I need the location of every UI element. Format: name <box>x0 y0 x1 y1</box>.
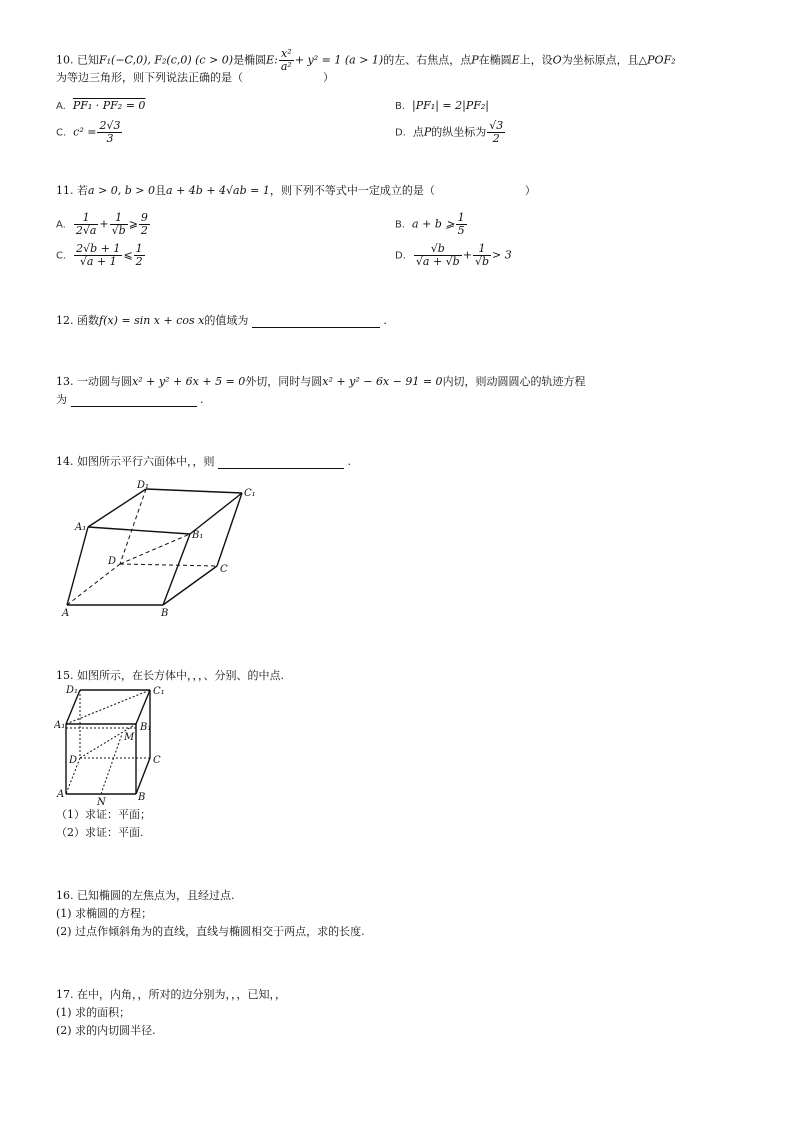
option-label: A. <box>56 101 66 112</box>
option-frac <box>414 243 462 268</box>
option-text: 点 <box>412 125 424 139</box>
option-frac <box>456 212 467 237</box>
q17-sub2: (2) 求的内切圆半径. <box>56 1024 156 1037</box>
vertex-label-c1: C₁ <box>153 686 165 697</box>
q12-number: 12. <box>56 314 74 327</box>
q15-cuboid-figure <box>54 684 174 808</box>
option-label: D. <box>395 127 406 139</box>
q14-number: 14. <box>56 455 74 468</box>
q11-option-d[interactable] <box>395 243 512 268</box>
q11-eq: a + 4b + 4√ab = 1 <box>166 184 270 197</box>
numerator: 2√b + 1 <box>76 242 121 255</box>
option-frac <box>139 212 150 237</box>
denominator: 2 <box>140 224 148 237</box>
option-op: + <box>99 217 109 231</box>
edge-da-hidden <box>67 564 120 605</box>
option-frac <box>134 243 145 268</box>
option-text: 的纵坐标为 <box>431 125 487 139</box>
q11-text: ） <box>524 184 536 197</box>
vertex-label-b1: B₁ <box>140 722 152 733</box>
q10-line1 <box>56 48 676 73</box>
vertex-label-c: C <box>153 755 161 766</box>
q17-sub1: (1) 求的面积； <box>56 1006 131 1019</box>
edge-c1c <box>217 493 242 566</box>
q10-text: 上，设 <box>519 53 553 67</box>
vertex-label-a: A <box>57 789 65 800</box>
q14-text: . <box>347 455 351 468</box>
q16-sub2: (2) 过点作倾斜角为的直线，直线与椭圆相交于两点，求的长度. <box>56 925 365 938</box>
numerator: 1 <box>74 212 99 225</box>
q16-sub1: (1) 求椭圆的方程； <box>56 907 153 920</box>
q16-text: 已知椭圆的左焦点为，且经过点. <box>77 889 235 902</box>
q10-ellipse-eq: + y² = 1 (a > 1) <box>294 53 384 67</box>
q13-answer-blank[interactable] <box>71 394 197 407</box>
diagonal-db1-hidden <box>120 534 190 564</box>
q10-text: ） <box>323 71 334 84</box>
numerator: 1 <box>135 242 143 255</box>
q14-answer-blank[interactable] <box>218 456 344 469</box>
edge-d1a1 <box>88 489 146 527</box>
q16-line <box>56 889 235 903</box>
q10-option-b[interactable] <box>395 99 489 114</box>
q17-number: 17. <box>56 988 74 1001</box>
edge-b1b <box>163 534 190 605</box>
q13-circle1: x² + y² + 6x + 5 = 0 <box>132 375 246 388</box>
option-frac <box>74 243 122 268</box>
q17-text: 在中，内角，，所对的边分别为，，，已知，， <box>77 988 286 1001</box>
option-label: B. <box>395 219 406 231</box>
q11-text: 且 <box>155 184 167 197</box>
q11-number: 11. <box>56 184 74 197</box>
option-frac <box>74 212 99 237</box>
edge-d1c1 <box>146 489 242 493</box>
option-text: P <box>423 125 432 139</box>
option-label: D. <box>395 250 406 262</box>
edge-a1b1 <box>88 527 190 534</box>
q10-text: 在椭圆 <box>478 53 512 67</box>
vertex-label-d: D <box>69 755 78 766</box>
numerator: √b <box>414 243 462 256</box>
q15-text: 如图所示，在长方体中，，，、分别、的中点. <box>77 669 284 682</box>
option-label: C. <box>56 250 67 262</box>
edge-bc <box>136 758 150 794</box>
q10-o: O <box>552 53 562 67</box>
q13-text: 内切，则动圆圆心的轨迹方程 <box>442 375 586 388</box>
q13-text: . <box>200 393 204 406</box>
vertex-label-c: C <box>220 564 228 575</box>
q10-option-a[interactable] <box>56 99 145 114</box>
q10-e: E <box>511 53 520 67</box>
q11-text: 若 <box>77 184 88 197</box>
option-label: B. <box>395 101 406 112</box>
option-text: c² = <box>73 125 97 139</box>
q11-line1 <box>56 184 536 198</box>
q12-text: 函数 <box>77 314 99 327</box>
vertex-label-b: B <box>161 608 169 618</box>
q10-ellipse-name: E: <box>266 53 278 67</box>
q15-sub1: （1）求证：平面； <box>56 808 151 821</box>
vertex-label-d: D <box>108 556 117 567</box>
q13-text: 为 <box>56 393 67 406</box>
vertex-label-b1: B₁ <box>192 530 204 541</box>
q11-text: ，则下列不等式中一定成立的是（ <box>269 184 435 197</box>
q14-parallelepiped-figure <box>56 478 270 618</box>
option-op: > 3 <box>492 248 512 262</box>
denominator: 2 <box>135 255 143 268</box>
numerator: 2√3 <box>99 119 121 132</box>
denominator: √a + 1 <box>79 255 117 268</box>
q15-sub2: （2）求证：平面. <box>56 826 144 839</box>
vertex-label-a: A <box>62 608 70 618</box>
numerator: 1 <box>473 243 491 256</box>
q12-text: 的值域为 <box>204 314 249 327</box>
option-text: |PF₁| = 2|PF₂| <box>412 99 489 112</box>
option-frac <box>110 212 128 237</box>
point-label-n: N <box>97 797 106 808</box>
q15-line <box>56 669 284 683</box>
q10-text: 是椭圆 <box>233 53 267 67</box>
denominator: 2√a <box>75 224 97 237</box>
vertex-label-c1: C₁ <box>244 488 256 499</box>
option-label: A. <box>56 219 66 231</box>
q10-text: 已知 <box>77 53 99 67</box>
q12-answer-blank[interactable] <box>252 315 380 328</box>
vertex-label-a1: A₁ <box>54 720 66 731</box>
q13-text: 一动圆与圆 <box>77 375 132 388</box>
q10-point-p: P <box>471 53 479 67</box>
vertex-label-d1: D₁ <box>66 685 79 696</box>
q14-text: 如图所示平行六面体中，，则 <box>77 455 215 468</box>
q10-option-d[interactable] <box>395 120 506 145</box>
q12-text: . <box>383 314 387 327</box>
q12-expr: f(x) = sin x + cos x <box>99 314 205 327</box>
q17-line <box>56 988 286 1002</box>
edge-dc-hidden <box>120 564 217 566</box>
denominator: 5 <box>457 224 465 237</box>
q10-triangle: POF₂ <box>647 53 676 67</box>
option-text: a + b ⩾ <box>412 217 455 231</box>
numerator: 1 <box>110 212 128 225</box>
denominator: √b <box>111 224 126 237</box>
q10-line2 <box>56 71 334 85</box>
vertex-label-b: B <box>138 792 146 803</box>
option-op: ⩽ <box>123 248 133 262</box>
edge-c1b1 <box>190 493 242 534</box>
option-op: + <box>462 248 472 262</box>
option-label: C. <box>56 127 67 139</box>
q13-number: 13. <box>56 375 74 388</box>
q10-foci: F₁(−C,0), F₂(c,0) (c > 0) <box>99 53 234 67</box>
q11-option-a[interactable] <box>56 212 151 237</box>
q10-text: 为等边三角形，则下列说法正确的是（ <box>56 71 243 84</box>
option-frac <box>487 120 505 145</box>
denominator: 2 <box>492 132 500 145</box>
vertex-label-a1: A₁ <box>75 522 87 533</box>
edge-a1a <box>67 527 88 605</box>
q13-line1 <box>56 375 586 389</box>
q10-option-c[interactable] <box>56 120 123 145</box>
q10-ellipse-frac <box>279 48 294 73</box>
point-label-m: M <box>124 732 135 743</box>
q11-cond: a > 0, b > 0 <box>88 184 156 197</box>
q16-number: 16. <box>56 889 74 902</box>
q12-line <box>56 314 387 328</box>
q11-option-b[interactable] <box>395 212 468 237</box>
q13-circle2: x² + y² − 6x − 91 = 0 <box>322 375 443 388</box>
option-frac <box>473 243 491 268</box>
numerator: 1 <box>457 211 465 224</box>
q10-text: 为坐标原点，且△ <box>561 53 648 67</box>
option-op: ⩾ <box>128 217 138 231</box>
vertex-label-d1: D₁ <box>137 480 150 491</box>
option-text: PF₁ · PF₂ = 0 <box>72 99 146 112</box>
denominator: √a + √b <box>415 255 460 268</box>
q10-number: 10. <box>56 53 74 67</box>
denominator: a² <box>280 60 292 73</box>
denominator: 3 <box>106 132 114 145</box>
edge-d1d-hidden <box>120 489 146 564</box>
option-frac <box>97 120 122 145</box>
q14-line <box>56 455 351 469</box>
q13-text: 外切，同时与圆 <box>245 375 323 388</box>
numerator: √3 <box>489 119 504 132</box>
q13-line2 <box>56 393 204 407</box>
numerator: 9 <box>140 211 148 224</box>
denominator: √b <box>474 255 489 268</box>
q10-text: 的左、右焦点，点 <box>383 53 472 67</box>
q11-option-c[interactable] <box>56 243 146 268</box>
numerator: x² <box>279 48 294 61</box>
q15-number: 15. <box>56 669 74 682</box>
